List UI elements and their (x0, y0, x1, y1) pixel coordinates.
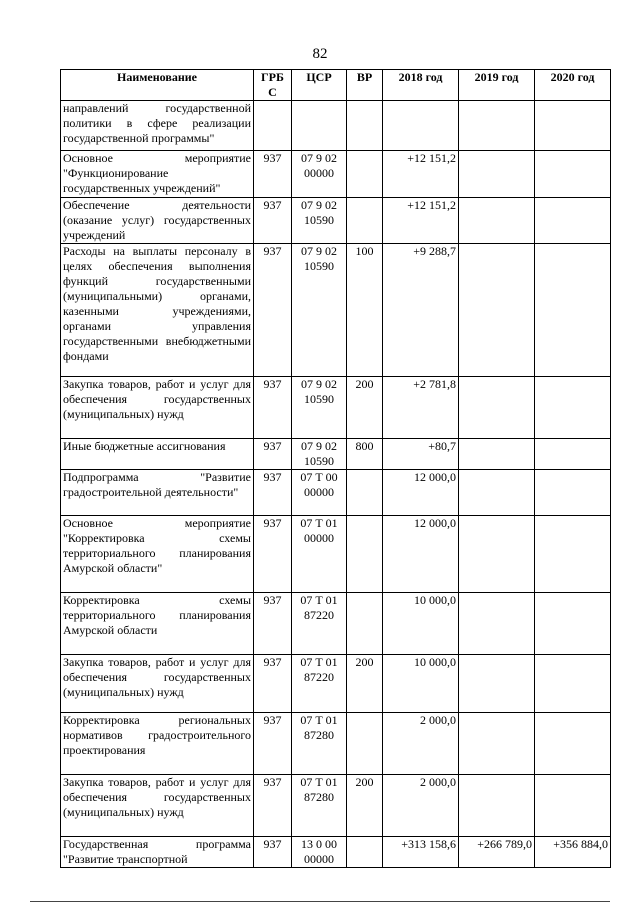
table-row (61, 198, 611, 244)
table-row (61, 439, 611, 470)
cell-y2020 (535, 244, 611, 377)
cell-y2020 (535, 439, 611, 470)
cell-y2019 (459, 655, 535, 713)
header-2019: 2019 год (459, 70, 535, 101)
cell-y2019 (459, 470, 535, 516)
cell-y2020 (535, 198, 611, 244)
cell-y2018: 2 000,0 (383, 775, 459, 837)
cell-y2020 (535, 593, 611, 655)
cell-y2019 (459, 377, 535, 439)
cell-y2018 (383, 101, 459, 151)
cell-y2020 (535, 655, 611, 713)
cell-vr (347, 151, 383, 198)
cell-vr: 200 (347, 775, 383, 837)
cell-grbs: 937 (254, 775, 292, 837)
header-vr: ВР (347, 70, 383, 101)
cell-csr: 07 9 02 10590 (292, 198, 347, 244)
table-row (61, 244, 611, 377)
cell-csr: 07 Т 00 00000 (292, 470, 347, 516)
cell-y2019 (459, 516, 535, 593)
cell-csr: 07 Т 01 87220 (292, 655, 347, 713)
cell-csr: 07 9 02 10590 (292, 244, 347, 377)
cell-y2020 (535, 470, 611, 516)
cell-grbs (254, 101, 292, 151)
cell-y2018: +2 781,8 (383, 377, 459, 439)
cell-y2018: 12 000,0 (383, 470, 459, 516)
cell-vr (347, 101, 383, 151)
cell-grbs: 937 (254, 198, 292, 244)
cell-y2019 (459, 439, 535, 470)
cell-name: Государственная программа "Развитие транспортной (61, 837, 254, 868)
cell-y2020 (535, 377, 611, 439)
cell-y2020 (535, 151, 611, 198)
cell-y2020: +356 884,0 (535, 837, 611, 868)
cell-name: Закупка товаров, работ и услуг для обеспечения государственных (муниципальных) нужд (61, 775, 254, 837)
table-row (61, 593, 611, 655)
cell-grbs: 937 (254, 244, 292, 377)
cell-name: Иные бюджетные ассигнования (61, 439, 254, 470)
cell-vr: 200 (347, 655, 383, 713)
budget-table (60, 69, 611, 868)
cell-y2018: 2 000,0 (383, 713, 459, 775)
cell-y2019 (459, 198, 535, 244)
cell-csr: 13 0 00 00000 (292, 837, 347, 868)
cell-y2020 (535, 775, 611, 837)
cell-csr: 07 Т 01 87280 (292, 713, 347, 775)
cell-grbs: 937 (254, 470, 292, 516)
cell-csr: 07 Т 01 87280 (292, 775, 347, 837)
table-row (61, 151, 611, 198)
table-row (61, 713, 611, 775)
cell-name: Обеспечение деятельности (оказание услуг) государственных учреждений (61, 198, 254, 244)
header-2020: 2020 год (535, 70, 611, 101)
cell-name: Корректировка схемы территориального планирования Амурской области (61, 593, 254, 655)
table-row (61, 837, 611, 868)
cell-csr: 07 9 02 10590 (292, 377, 347, 439)
cell-y2018: +12 151,2 (383, 151, 459, 198)
cell-name: Корректировка региональных нормативов градостроительного проектирования (61, 713, 254, 775)
cell-y2019 (459, 101, 535, 151)
cell-csr (292, 101, 347, 151)
cell-y2019 (459, 775, 535, 837)
table-row (61, 377, 611, 439)
scan-edge-line (30, 901, 610, 902)
cell-name: Закупка товаров, работ и услуг для обеспечения государственных (муниципальных) нужд (61, 655, 254, 713)
cell-grbs: 937 (254, 655, 292, 713)
cell-y2018: 12 000,0 (383, 516, 459, 593)
cell-y2018: 10 000,0 (383, 655, 459, 713)
cell-name: Основное мероприятие "Функционирование государственных учреждений" (61, 151, 254, 198)
header-2018: 2018 год (383, 70, 459, 101)
header-name: Наименование (61, 70, 254, 101)
cell-y2019: +266 789,0 (459, 837, 535, 868)
page-number: 82 (312, 46, 328, 62)
cell-y2018: +12 151,2 (383, 198, 459, 244)
cell-csr: 07 Т 01 00000 (292, 516, 347, 593)
table-row (61, 101, 611, 151)
cell-y2019 (459, 151, 535, 198)
cell-grbs: 937 (254, 837, 292, 868)
cell-name: направлений государственной политики в сфере реализации государственной программы" (61, 101, 254, 151)
cell-y2020 (535, 101, 611, 151)
table-row (61, 516, 611, 593)
cell-grbs: 937 (254, 516, 292, 593)
cell-grbs: 937 (254, 377, 292, 439)
table-header-row (61, 70, 611, 101)
cell-vr (347, 470, 383, 516)
cell-vr (347, 713, 383, 775)
header-grbs: ГРБ С (254, 70, 292, 101)
cell-grbs: 937 (254, 593, 292, 655)
cell-name: Закупка товаров, работ и услуг для обеспечения государственных (муниципальных) нужд (61, 377, 254, 439)
cell-vr: 200 (347, 377, 383, 439)
cell-vr: 100 (347, 244, 383, 377)
header-csr: ЦСР (292, 70, 347, 101)
cell-y2018: +80,7 (383, 439, 459, 470)
cell-csr: 07 9 02 00000 (292, 151, 347, 198)
cell-y2018: +9 288,7 (383, 244, 459, 377)
cell-name: Расходы на выплаты персоналу в целях обеспечения выполнения функций государственными (муниципальными) органами, казенными учреждениями, органами управления государственными внебюджетными фондами (61, 244, 254, 377)
cell-y2018: 10 000,0 (383, 593, 459, 655)
cell-csr: 07 Т 01 87220 (292, 593, 347, 655)
cell-name: Основное мероприятие "Корректировка схемы территориального планирования Амурской области" (61, 516, 254, 593)
cell-vr: 800 (347, 439, 383, 470)
cell-grbs: 937 (254, 151, 292, 198)
cell-vr (347, 516, 383, 593)
cell-grbs: 937 (254, 713, 292, 775)
cell-y2018: +313 158,6 (383, 837, 459, 868)
table-row (61, 470, 611, 516)
cell-vr (347, 593, 383, 655)
cell-vr (347, 837, 383, 868)
cell-y2020 (535, 713, 611, 775)
cell-csr: 07 9 02 10590 (292, 439, 347, 470)
cell-name: Подпрограмма "Развитие градостроительной деятельности" (61, 470, 254, 516)
cell-y2020 (535, 516, 611, 593)
cell-vr (347, 198, 383, 244)
table-row (61, 775, 611, 837)
cell-y2019 (459, 713, 535, 775)
cell-grbs: 937 (254, 439, 292, 470)
table-row (61, 655, 611, 713)
cell-y2019 (459, 593, 535, 655)
cell-y2019 (459, 244, 535, 377)
